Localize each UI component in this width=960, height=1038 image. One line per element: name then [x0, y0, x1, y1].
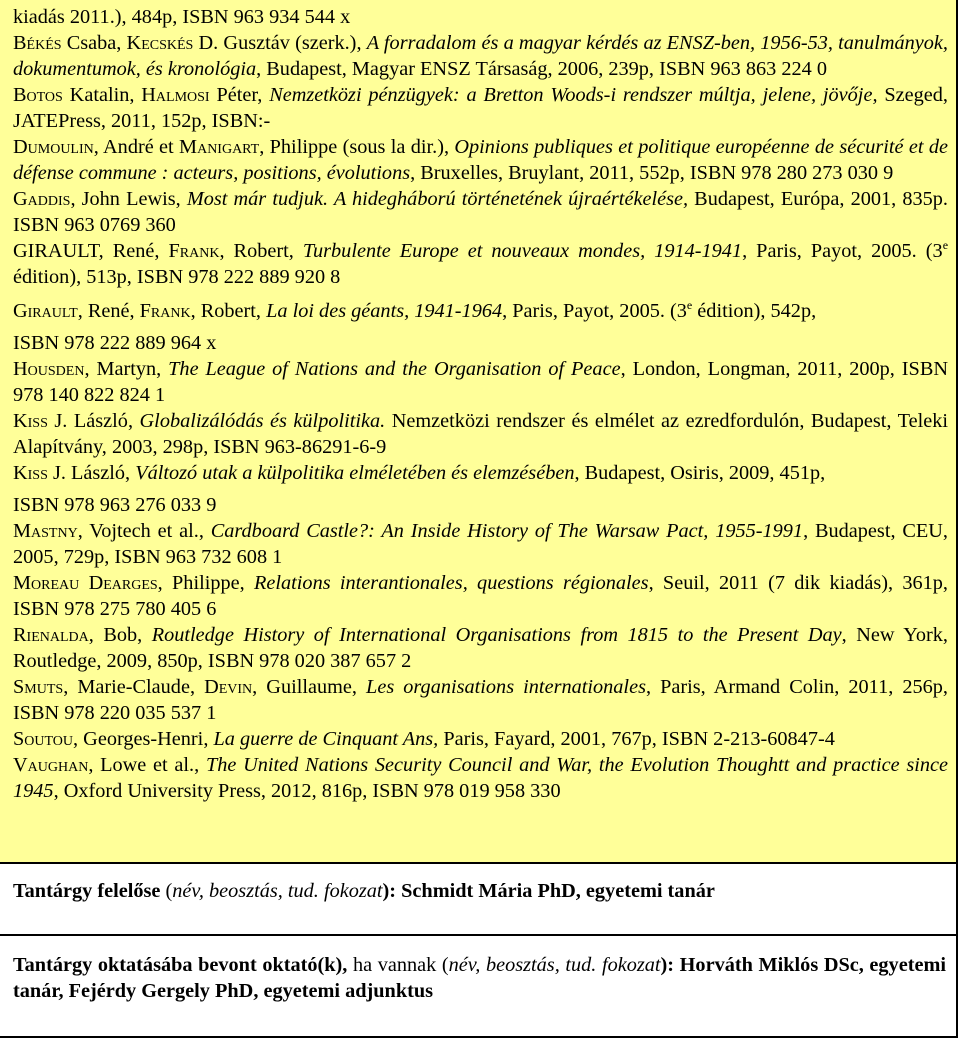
reference-text: édition), 542p,	[692, 300, 817, 322]
reference-text: , Georges-Henri,	[73, 728, 214, 750]
author-surname: Kiss	[13, 410, 48, 432]
course-teachers-box	[0, 936, 956, 1036]
teachers-hint: név, beosztás, tud. fokozat	[448, 954, 661, 976]
reference-text: ISBN 978 963 276 033 9	[13, 494, 217, 516]
reference-text: kiadás 2011.), 484p, ISBN 963 934 544 x	[13, 6, 351, 28]
reference-entry	[13, 408, 948, 460]
reference-entry	[13, 674, 948, 726]
reference-title: La loi des géants, 1941-1964	[266, 300, 503, 322]
reference-text: , Seuil, 2011 (7 dik kiadás), 361p, ISBN 978 275 780 405 6	[13, 572, 949, 620]
reference-title: La guerre de Cinquant Ans,	[213, 728, 439, 750]
reference-text: , Vojtech et al.,	[77, 520, 211, 542]
reference-text: , Budapest, CEU, 2005, 729p, ISBN 963 732 608 1	[13, 520, 948, 568]
reference-entry	[13, 492, 948, 518]
author-surname: Mastny	[13, 520, 78, 542]
reference-entry	[13, 134, 948, 186]
reference-text: , Robert,	[219, 240, 303, 262]
edition-superscript: e	[686, 298, 693, 313]
reference-text: Paris, Fayard, 2001, 767p, ISBN 2-213-60847-4	[438, 728, 835, 750]
reference-text: , Martyn,	[84, 358, 169, 380]
author-surname: Vaughan	[13, 754, 89, 776]
reference-entry	[13, 460, 948, 486]
reference-text: Katalin,	[62, 84, 142, 106]
author-surname: Dearges	[88, 572, 158, 594]
reference-entry	[13, 82, 948, 134]
author-surname: Moreau	[13, 572, 80, 594]
reference-text: , Bob,	[88, 624, 152, 646]
responsible-label: Tantárgy felelőse	[13, 880, 161, 902]
author-surname: Frank	[168, 240, 220, 262]
reference-title: Relations interantionales, questions régionales	[254, 572, 649, 594]
responsible-value: Schmidt Mária PhD, egyetemi tanár	[396, 880, 715, 902]
reference-text: , Oxford University Press, 2012, 816p, ISBN 978 019 958 330	[53, 780, 561, 802]
reference-text	[79, 572, 88, 594]
reference-text: , René,	[77, 300, 140, 322]
author-surname: Girault	[13, 300, 78, 322]
reference-text: ISBN 978 222 889 964 x	[13, 332, 217, 354]
teachers-value: Horváth Miklós DSc, egyetemi tanár, Fejérdy Gergely PhD, egyetemi adjunktus	[13, 954, 946, 1002]
reference-entry	[13, 752, 948, 804]
reference-text: GIRAULT, René,	[13, 240, 169, 262]
reference-title: Nemzetközi pénzügyek: a Bretton Woods-i rendszer múltja, jelene, jövője,	[269, 84, 878, 106]
responsible-close: ):	[382, 880, 397, 902]
author-surname: Kecskés	[126, 32, 194, 54]
reference-entry	[13, 356, 948, 408]
reference-text: D. Gusztáv (szerk.),	[193, 32, 367, 54]
reference-text: , Paris, Payot, 2005. (3	[502, 300, 687, 322]
responsible-hint: név, beosztás, tud. fokozat	[172, 880, 383, 902]
reference-text: Csaba,	[61, 32, 127, 54]
author-surname: Kiss	[13, 462, 48, 484]
author-surname: Soutou	[13, 728, 74, 750]
reference-text: , Budapest, Osiris, 2009, 451p,	[574, 462, 826, 484]
reference-title: Routledge History of International Organisations from 1815 to the Present Day	[151, 624, 842, 646]
reference-title: Cardboard Castle?: An Inside History of The Warsaw Pact, 1955-1991	[210, 520, 804, 542]
reference-text: , Robert,	[190, 300, 267, 322]
reference-text: Nemzetközi rendszer és elmélet az ezredfordulón, Budapest, Teleki Alapítvány, 2003, 298p, ISBN 963-86291-6-9	[13, 410, 948, 458]
reference-title: Les organisations internationales	[366, 676, 646, 698]
reference-title: Most már tudjuk. A hidegháború történetének újraértékelése,	[186, 188, 689, 210]
course-teachers-line	[13, 952, 946, 1004]
reference-text: J. László,	[47, 410, 140, 432]
author-surname: Devin	[204, 676, 253, 698]
reference-text: , New York, Routledge, 2009, 850p, ISBN 978 020 387 657 2	[13, 624, 948, 672]
teachers-mid: ha vannak (	[347, 954, 449, 976]
reference-title: A forradalom és a magyar kérdés az ENSZ-ben, 1956-53, tanulmányok, dokumentumok, és kronológia	[13, 32, 948, 80]
reference-title: Globalizálódás és külpolitika.	[139, 410, 386, 432]
reference-text: J. László,	[47, 462, 136, 484]
author-surname: Housden	[13, 358, 85, 380]
author-surname: Rienalda	[13, 624, 89, 646]
reference-entry	[13, 30, 948, 82]
reference-title: Változó utak a külpolitika elméletében és elemzésében	[135, 462, 575, 484]
reference-text: , Marie-Claude,	[63, 676, 205, 698]
reference-text: , Guillaume,	[252, 676, 367, 698]
reference-text: , London, Longman, 2011, 200p, ISBN 978 140 822 824 1	[13, 358, 948, 406]
author-surname: Botos	[13, 84, 63, 106]
teachers-close: ):	[660, 954, 675, 976]
reference-text: , Lowe et al.,	[88, 754, 206, 776]
reference-text: édition), 513p, ISBN 978 222 889 920 8	[13, 266, 341, 288]
edition-superscript: e	[942, 238, 949, 253]
reference-text: Péter,	[209, 84, 270, 106]
reference-text: , Paris, Payot, 2005. (3	[742, 240, 943, 262]
reference-title: Opinions publiques et politique européenne de sécurité et de défense commune : acteurs, positions, évolutions	[13, 136, 949, 184]
reference-entry	[13, 238, 948, 290]
reference-text: Budapest, Európa, 2001, 835p. ISBN 963 0769 360	[13, 188, 949, 236]
reference-entry	[13, 622, 948, 674]
author-surname: Békés	[13, 32, 62, 54]
reference-entry	[13, 726, 948, 752]
reference-entry	[13, 186, 948, 238]
reference-title: Turbulente Europe et nouveaux mondes, 1914-1941	[302, 240, 743, 262]
reference-text: , Philippe,	[157, 572, 254, 594]
reference-text: Szeged, JATEPress, 2011, 152p, ISBN:-	[13, 84, 948, 132]
author-surname: Manigart	[179, 136, 260, 158]
reference-text: , Paris, Armand Colin, 2011, 256p, ISBN 978 220 035 537 1	[13, 676, 948, 724]
author-surname: Smuts	[13, 676, 64, 698]
author-surname: Dumoulin	[13, 136, 94, 158]
reference-text: , Bruxelles, Bruylant, 2011, 552p, ISBN 978 280 273 030 9	[410, 162, 894, 184]
reference-text: , Philippe (sous la dir.),	[259, 136, 455, 158]
reference-entry	[13, 4, 948, 30]
author-surname: Gaddis	[13, 188, 71, 210]
reference-entry	[13, 330, 948, 356]
author-surname: Halmosi	[141, 84, 210, 106]
reference-entry	[13, 298, 948, 324]
responsible-open-paren: (	[160, 880, 173, 902]
reference-title: The United Nations Security Council and War, the Evolution Thoughtt and practice since 1945	[13, 754, 948, 802]
teachers-label: Tantárgy oktatásába bevont oktató(k),	[13, 954, 348, 976]
reference-entry	[13, 518, 948, 570]
reference-text: , John Lewis,	[70, 188, 187, 210]
reference-title: The League of Nations and the Organisation of Peace	[168, 358, 621, 380]
course-responsible-line	[13, 878, 946, 904]
reference-text: , André et	[93, 136, 180, 158]
author-surname: Frank	[139, 300, 191, 322]
course-responsible-box	[0, 864, 956, 936]
reference-text: , Budapest, Magyar ENSZ Társaság, 2006, 239p, ISBN 963 863 224 0	[256, 58, 827, 80]
reference-entry	[13, 570, 948, 622]
